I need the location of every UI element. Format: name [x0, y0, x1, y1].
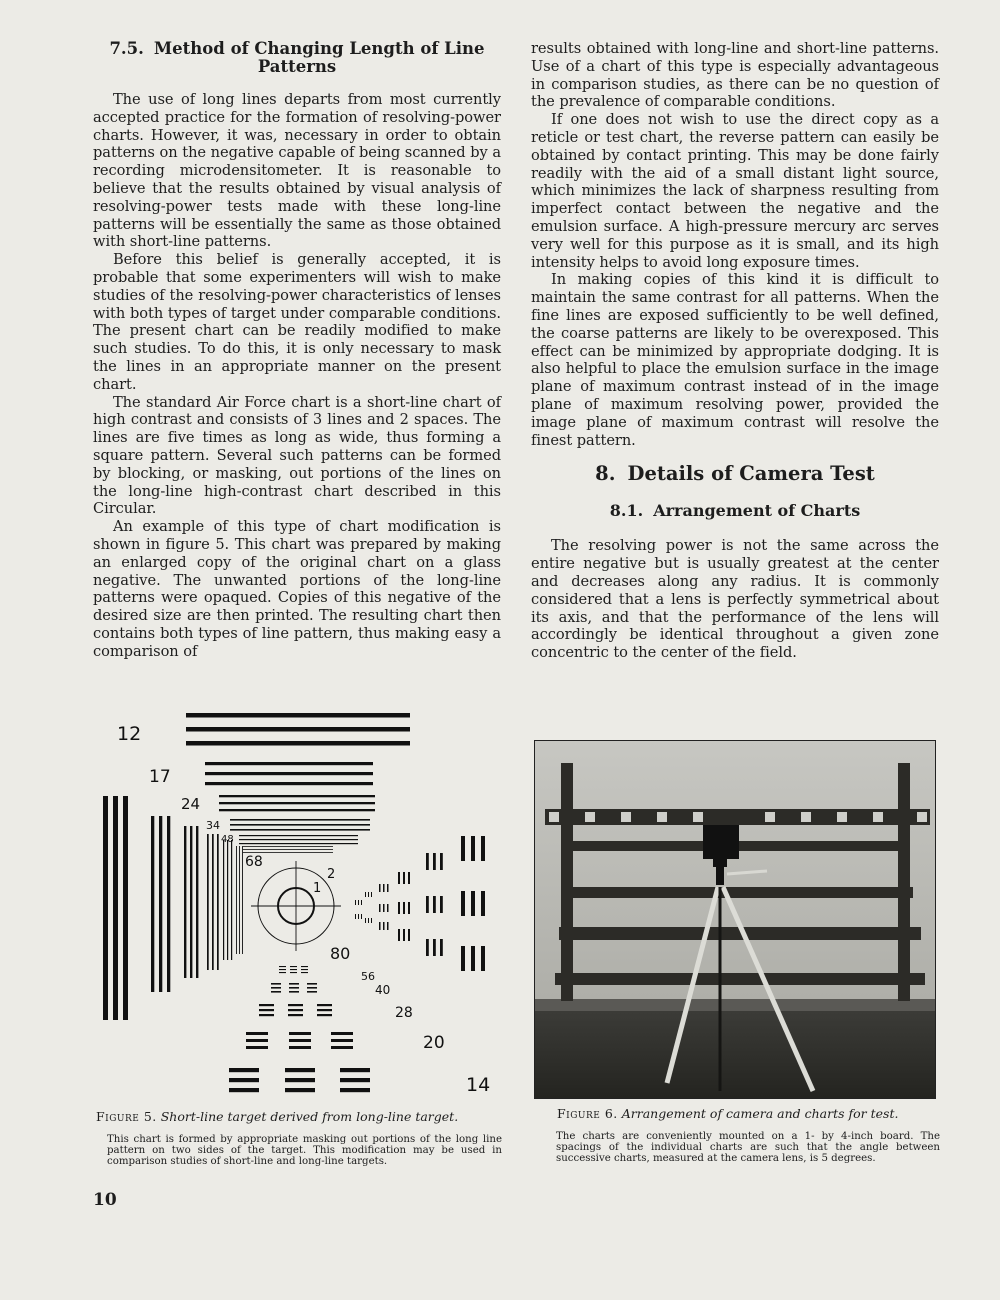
- figure-6-note: The charts are conveniently mounted on a 1- by 4-inch board. The spacings of the individual charts are such that the angle between successive charts, measured at the camera lens, is 5 degrees.: [556, 1131, 940, 1165]
- resolution-target-figure: [93, 706, 503, 1108]
- target-label: 28: [395, 1005, 413, 1021]
- target-label: 1: [313, 881, 322, 896]
- caption-title: Short-line target derived from long-line target.: [160, 1109, 459, 1124]
- target-label: 14: [466, 1074, 491, 1096]
- section-number: 8.: [595, 462, 616, 486]
- target-label: 24: [181, 795, 201, 813]
- section-title: Method of Changing Length of Line Patterns: [153, 39, 485, 76]
- page-number: 10: [93, 1190, 117, 1210]
- target-label: 20: [423, 1033, 445, 1053]
- section-number: 7.5.: [109, 39, 144, 58]
- caption-label: Figure 5.: [96, 1109, 157, 1124]
- paragraph: The use of long lines departs from most currently accepted practice for the formation of resolving-power charts. However, it was, necessary in order to obtain patterns on the negative capable of being scanned by a recording microdensitometer. It is reasonable to believe that the results obtained by visual analysis of resolving-power tests made with these long-line patterns will be essentially the same as those obtained with short-line patterns.: [93, 91, 501, 251]
- section-8-1-heading: [531, 501, 939, 520]
- target-label: 12: [117, 723, 142, 745]
- paragraph: An example of this type of chart modification is shown in figure 5. This chart was prepared by making an enlarged copy of the original chart on a glass negative. The unwanted portions of the long-line patterns were opaqued. Copies of this negative of the desired size are then printed. The resulting chart then contains both types of line pattern, thus making easy a comparison of: [93, 518, 501, 660]
- paragraph: Before this belief is generally accepted, it is probable that some experimenters will wish to make studies of the resolving-power characteristics of lenses with both types of target under comparable conditions. The present chart can be readily modified to make such studies. To do this, it is only necessary to mask the lines in an appropriate manner on the present chart.: [93, 251, 501, 393]
- caption-label: Figure 6.: [557, 1106, 618, 1121]
- figure-5-note: This chart is formed by appropriate masking out portions of the long line pattern on two sides of the target. This modification may be used in comparison studies of short-line and long-line targets.: [107, 1134, 502, 1168]
- figure-5-caption: [96, 1109, 458, 1124]
- section-7-5-heading: [93, 40, 501, 76]
- target-label: 68: [245, 854, 263, 870]
- figure-6-caption: [557, 1106, 898, 1121]
- camera-arrangement-photo: [534, 740, 936, 1099]
- section-number: 8.1.: [609, 501, 644, 521]
- paragraph: The resolving power is not the same across the entire negative but is usually greatest at the center and decreases along any radius. It is commonly considered that a lens is perfectly symmetrical about its axis, and that the performance of the lens will accordingly be identical throughout a given zone concentric to the center of the field.: [531, 537, 939, 662]
- paragraph: The standard Air Force chart is a short-line chart of high contrast and consists of 3 lines and 2 spaces. The lines are five times as long as wide, thus forming a square pattern. Several such patterns can be formed by blocking, or masking, out portions of the lines on the long-line high-contrast chart described in this Circular.: [93, 393, 501, 518]
- target-label: 17: [149, 767, 171, 787]
- target-label: 56: [361, 970, 375, 983]
- right-column: [531, 40, 939, 662]
- paragraph: results obtained with long-line and short-line patterns. Use of a chart of this type is especially advantageous in comparison studies, as there can be no question of the prevalence of comparable conditions.: [531, 40, 939, 111]
- target-label: 48: [221, 834, 234, 845]
- section-title: Details of Camera Test: [627, 462, 875, 486]
- paragraph: If one does not wish to use the direct copy as a reticle or test chart, the reverse pattern can easily be obtained by contact printing. This may be done fairly readily with the aid of a small distant light source, which minimizes the lack of sharpness resulting from imperfect contact between the negative and the emulsion surface. A high-pressure mercury arc serves very well for this purpose as it is small, and its high intensity helps to avoid long exposure times.: [531, 111, 939, 271]
- left-column: [93, 40, 501, 661]
- target-label: 40: [375, 983, 391, 997]
- section-title: Arrangement of Charts: [653, 501, 861, 521]
- target-label: 34: [206, 819, 220, 832]
- target-label: 80: [330, 944, 351, 963]
- paragraph: In making copies of this kind it is difficult to maintain the same contrast for all patterns. When the fine lines are exposed sufficiently to be well defined, the coarse patterns are likely to be overexposed. This effect can be minimized by appropriate dodging. It is also helpful to place the emulsion surface in the image plane of maximum contrast instead of in the image plane of maximum resolving power, provided the image plane of maximum contrast will resolve the finest pattern.: [531, 271, 939, 449]
- target-label: 2: [327, 867, 336, 882]
- section-8-heading: [531, 462, 939, 485]
- caption-title: Arrangement of camera and charts for test.: [621, 1106, 899, 1121]
